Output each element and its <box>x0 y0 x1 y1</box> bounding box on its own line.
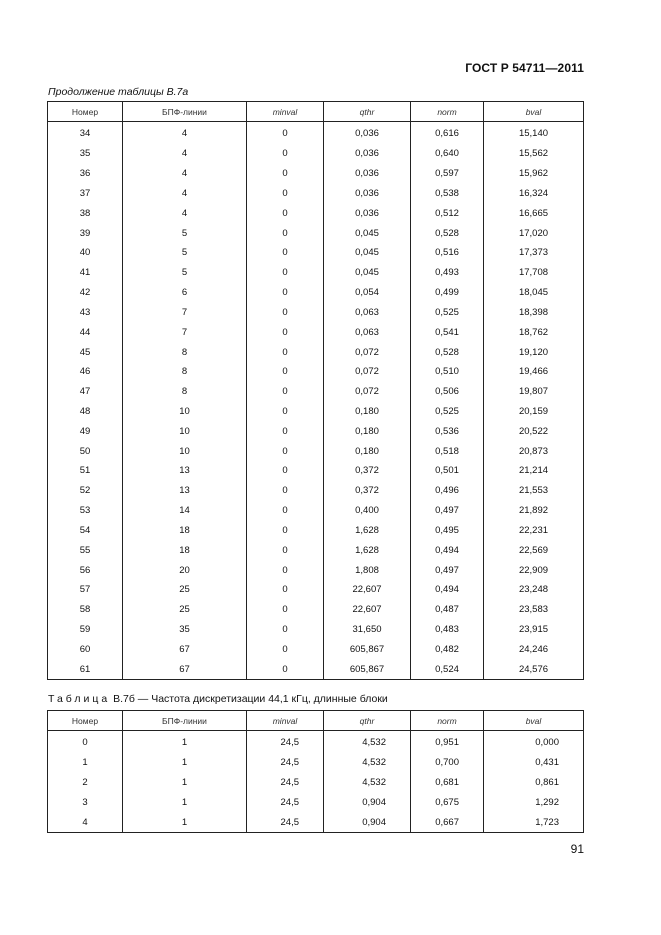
fft-lines-cell: 18 <box>123 540 247 560</box>
qthr-cell: 0,054 <box>324 283 411 303</box>
norm-cell: 0,538 <box>411 183 484 203</box>
table-row <box>48 322 584 342</box>
fft-lines-cell: 8 <box>123 362 247 382</box>
bval-cell: 20,522 <box>484 421 584 441</box>
qthr-cell: 22,607 <box>324 600 411 620</box>
minval-cell: 24,5 <box>247 753 324 773</box>
qthr-cell: 605,867 <box>324 640 411 660</box>
number-cell: 41 <box>48 263 123 283</box>
number-cell: 60 <box>48 640 123 660</box>
minval-cell: 0 <box>247 481 324 501</box>
bval-cell: 15,962 <box>484 164 584 184</box>
number-cell: 34 <box>48 122 123 144</box>
norm-cell: 0,525 <box>411 402 484 422</box>
qthr-cell: 0,045 <box>324 263 411 283</box>
number-cell: 35 <box>48 144 123 164</box>
minval-cell: 0 <box>247 402 324 422</box>
number-cell: 40 <box>48 243 123 263</box>
number-cell: 53 <box>48 501 123 521</box>
document-code: ГОСТ Р 54711—2011 <box>465 61 584 75</box>
table-row <box>48 521 584 541</box>
column-header-norm: norm <box>411 711 484 731</box>
fft-lines-cell: 10 <box>123 402 247 422</box>
number-cell: 43 <box>48 302 123 322</box>
qthr-cell: 22,607 <box>324 580 411 600</box>
number-cell: 52 <box>48 481 123 501</box>
norm-cell: 0,493 <box>411 263 484 283</box>
number-cell: 37 <box>48 183 123 203</box>
table-row <box>48 122 584 144</box>
qthr-cell: 0,372 <box>324 461 411 481</box>
minval-cell: 24,5 <box>247 812 324 832</box>
column-header-qthr: qthr <box>324 102 411 122</box>
table-header-row <box>48 102 584 122</box>
qthr-cell: 0,072 <box>324 382 411 402</box>
number-cell: 1 <box>48 753 123 773</box>
table-row <box>48 382 584 402</box>
norm-cell: 0,640 <box>411 144 484 164</box>
fft-lines-cell: 5 <box>123 243 247 263</box>
minval-cell: 0 <box>247 243 324 263</box>
minval-cell: 0 <box>247 659 324 679</box>
table-row <box>48 640 584 660</box>
qthr-cell: 0,072 <box>324 342 411 362</box>
minval-cell: 0 <box>247 164 324 184</box>
norm-cell: 0,495 <box>411 521 484 541</box>
table1-caption: Продолжение таблицы В.7а <box>48 86 189 98</box>
number-cell: 54 <box>48 521 123 541</box>
norm-cell: 0,497 <box>411 560 484 580</box>
bval-cell: 0,431 <box>484 753 584 773</box>
fft-lines-cell: 10 <box>123 421 247 441</box>
table-row <box>48 659 584 679</box>
bval-cell: 19,120 <box>484 342 584 362</box>
qthr-cell: 0,036 <box>324 164 411 184</box>
column-header-norm: norm <box>411 102 484 122</box>
minval-cell: 0 <box>247 223 324 243</box>
fft-lines-cell: 8 <box>123 382 247 402</box>
qthr-cell: 605,867 <box>324 659 411 679</box>
fft-lines-cell: 14 <box>123 501 247 521</box>
number-cell: 47 <box>48 382 123 402</box>
column-header-bval: bval <box>484 102 584 122</box>
table-row <box>48 283 584 303</box>
qthr-cell: 31,650 <box>324 620 411 640</box>
norm-cell: 0,518 <box>411 441 484 461</box>
bval-cell: 24,246 <box>484 640 584 660</box>
bval-cell: 23,583 <box>484 600 584 620</box>
number-cell: 57 <box>48 580 123 600</box>
number-cell: 59 <box>48 620 123 640</box>
norm-cell: 0,499 <box>411 283 484 303</box>
fft-lines-cell: 6 <box>123 283 247 303</box>
fft-lines-cell: 67 <box>123 659 247 679</box>
minval-cell: 0 <box>247 183 324 203</box>
norm-cell: 0,506 <box>411 382 484 402</box>
bval-cell: 20,159 <box>484 402 584 422</box>
table-row <box>48 812 584 832</box>
fft-lines-cell: 1 <box>123 773 247 793</box>
qthr-cell: 0,036 <box>324 203 411 223</box>
minval-cell: 0 <box>247 540 324 560</box>
column-header-number: Номер <box>48 711 123 731</box>
minval-cell: 0 <box>247 382 324 402</box>
fft-lines-cell: 7 <box>123 302 247 322</box>
minval-cell: 0 <box>247 203 324 223</box>
norm-cell: 0,496 <box>411 481 484 501</box>
norm-cell: 0,597 <box>411 164 484 184</box>
table-row <box>48 620 584 640</box>
minval-cell: 0 <box>247 362 324 382</box>
fft-lines-cell: 5 <box>123 223 247 243</box>
table-row <box>48 223 584 243</box>
qthr-cell: 0,400 <box>324 501 411 521</box>
fft-lines-cell: 67 <box>123 640 247 660</box>
norm-cell: 0,487 <box>411 600 484 620</box>
fft-lines-cell: 4 <box>123 144 247 164</box>
norm-cell: 0,524 <box>411 659 484 679</box>
norm-cell: 0,700 <box>411 753 484 773</box>
norm-cell: 0,667 <box>411 812 484 832</box>
table-row <box>48 580 584 600</box>
qthr-cell: 1,628 <box>324 521 411 541</box>
qthr-cell: 4,532 <box>324 753 411 773</box>
column-header-fft-lines: БПФ-линии <box>123 102 247 122</box>
norm-cell: 0,616 <box>411 122 484 144</box>
qthr-cell: 0,180 <box>324 441 411 461</box>
number-cell: 58 <box>48 600 123 620</box>
column-header-qthr: qthr <box>324 711 411 731</box>
number-cell: 45 <box>48 342 123 362</box>
table-row <box>48 263 584 283</box>
norm-cell: 0,516 <box>411 243 484 263</box>
number-cell: 42 <box>48 283 123 303</box>
qthr-cell: 0,045 <box>324 223 411 243</box>
bval-cell: 21,553 <box>484 481 584 501</box>
fft-lines-cell: 1 <box>123 753 247 773</box>
number-cell: 38 <box>48 203 123 223</box>
table-row <box>48 402 584 422</box>
norm-cell: 0,494 <box>411 580 484 600</box>
qthr-cell: 0,904 <box>324 812 411 832</box>
norm-cell: 0,536 <box>411 421 484 441</box>
minval-cell: 0 <box>247 441 324 461</box>
bval-cell: 0,000 <box>484 731 584 753</box>
bval-cell: 16,665 <box>484 203 584 223</box>
table-row <box>48 302 584 322</box>
bval-cell: 1,292 <box>484 792 584 812</box>
table-row <box>48 481 584 501</box>
number-cell: 46 <box>48 362 123 382</box>
table-b7a-continuation <box>47 101 584 680</box>
number-cell: 49 <box>48 421 123 441</box>
table-header-row <box>48 711 584 731</box>
norm-cell: 0,528 <box>411 342 484 362</box>
fft-lines-cell: 5 <box>123 263 247 283</box>
norm-cell: 0,512 <box>411 203 484 223</box>
number-cell: 4 <box>48 812 123 832</box>
number-cell: 61 <box>48 659 123 679</box>
bval-cell: 17,020 <box>484 223 584 243</box>
number-cell: 0 <box>48 731 123 753</box>
number-cell: 2 <box>48 773 123 793</box>
norm-cell: 0,494 <box>411 540 484 560</box>
table-row <box>48 203 584 223</box>
norm-cell: 0,681 <box>411 773 484 793</box>
column-header-fft-lines: БПФ-линии <box>123 711 247 731</box>
fft-lines-cell: 35 <box>123 620 247 640</box>
fft-lines-cell: 1 <box>123 812 247 832</box>
norm-cell: 0,528 <box>411 223 484 243</box>
qthr-cell: 0,180 <box>324 421 411 441</box>
qthr-cell: 0,045 <box>324 243 411 263</box>
bval-cell: 22,569 <box>484 540 584 560</box>
table-row <box>48 243 584 263</box>
minval-cell: 24,5 <box>247 773 324 793</box>
norm-cell: 0,501 <box>411 461 484 481</box>
qthr-cell: 0,072 <box>324 362 411 382</box>
table-row <box>48 731 584 753</box>
qthr-cell: 0,180 <box>324 402 411 422</box>
fft-lines-cell: 8 <box>123 342 247 362</box>
table-row <box>48 164 584 184</box>
minval-cell: 0 <box>247 263 324 283</box>
qthr-cell: 1,628 <box>324 540 411 560</box>
bval-cell: 23,248 <box>484 580 584 600</box>
bval-cell: 15,140 <box>484 122 584 144</box>
bval-cell: 22,909 <box>484 560 584 580</box>
table-row <box>48 540 584 560</box>
qthr-cell: 4,532 <box>324 731 411 753</box>
number-cell: 56 <box>48 560 123 580</box>
number-cell: 48 <box>48 402 123 422</box>
number-cell: 51 <box>48 461 123 481</box>
table2-caption <box>48 693 388 705</box>
table-row <box>48 183 584 203</box>
table-row <box>48 421 584 441</box>
bval-cell: 17,708 <box>484 263 584 283</box>
column-header-number: Номер <box>48 102 123 122</box>
qthr-cell: 0,904 <box>324 792 411 812</box>
bval-cell: 22,231 <box>484 521 584 541</box>
column-header-bval: bval <box>484 711 584 731</box>
minval-cell: 0 <box>247 322 324 342</box>
qthr-cell: 1,808 <box>324 560 411 580</box>
minval-cell: 0 <box>247 342 324 362</box>
number-cell: 55 <box>48 540 123 560</box>
bval-cell: 18,762 <box>484 322 584 342</box>
number-cell: 50 <box>48 441 123 461</box>
page-number: 91 <box>570 842 584 856</box>
table-row <box>48 773 584 793</box>
bval-cell: 19,807 <box>484 382 584 402</box>
bval-cell: 20,873 <box>484 441 584 461</box>
minval-cell: 0 <box>247 521 324 541</box>
norm-cell: 0,510 <box>411 362 484 382</box>
table-row <box>48 501 584 521</box>
minval-cell: 0 <box>247 580 324 600</box>
bval-cell: 0,861 <box>484 773 584 793</box>
minval-cell: 24,5 <box>247 792 324 812</box>
number-cell: 36 <box>48 164 123 184</box>
bval-cell: 19,466 <box>484 362 584 382</box>
qthr-cell: 0,063 <box>324 322 411 342</box>
fft-lines-cell: 20 <box>123 560 247 580</box>
bval-cell: 15,562 <box>484 144 584 164</box>
bval-cell: 21,214 <box>484 461 584 481</box>
qthr-cell: 0,036 <box>324 122 411 144</box>
norm-cell: 0,951 <box>411 731 484 753</box>
number-cell: 3 <box>48 792 123 812</box>
qthr-cell: 0,036 <box>324 144 411 164</box>
qthr-cell: 0,063 <box>324 302 411 322</box>
table-row <box>48 342 584 362</box>
qthr-cell: 0,036 <box>324 183 411 203</box>
column-header-minval: minval <box>247 711 324 731</box>
bval-cell: 1,723 <box>484 812 584 832</box>
fft-lines-cell: 25 <box>123 600 247 620</box>
table-row <box>48 362 584 382</box>
table-row <box>48 600 584 620</box>
fft-lines-cell: 10 <box>123 441 247 461</box>
table2-caption-prefix: Таблица <box>48 693 111 705</box>
table-row <box>48 753 584 773</box>
number-cell: 39 <box>48 223 123 243</box>
fft-lines-cell: 1 <box>123 731 247 753</box>
minval-cell: 0 <box>247 283 324 303</box>
table-row <box>48 441 584 461</box>
bval-cell: 16,324 <box>484 183 584 203</box>
minval-cell: 24,5 <box>247 731 324 753</box>
bval-cell: 24,576 <box>484 659 584 679</box>
minval-cell: 0 <box>247 501 324 521</box>
number-cell: 44 <box>48 322 123 342</box>
minval-cell: 0 <box>247 560 324 580</box>
fft-lines-cell: 4 <box>123 164 247 184</box>
table-b7b <box>47 710 584 833</box>
norm-cell: 0,541 <box>411 322 484 342</box>
norm-cell: 0,482 <box>411 640 484 660</box>
fft-lines-cell: 7 <box>123 322 247 342</box>
fft-lines-cell: 13 <box>123 481 247 501</box>
table-row <box>48 792 584 812</box>
bval-cell: 18,045 <box>484 283 584 303</box>
table-row <box>48 461 584 481</box>
fft-lines-cell: 4 <box>123 183 247 203</box>
column-header-minval: minval <box>247 102 324 122</box>
norm-cell: 0,483 <box>411 620 484 640</box>
bval-cell: 17,373 <box>484 243 584 263</box>
minval-cell: 0 <box>247 302 324 322</box>
table2-caption-text: В.7б — Частота дискретизации 44,1 кГц, длинные блоки <box>110 693 388 705</box>
minval-cell: 0 <box>247 421 324 441</box>
norm-cell: 0,497 <box>411 501 484 521</box>
table-row <box>48 144 584 164</box>
bval-cell: 18,398 <box>484 302 584 322</box>
minval-cell: 0 <box>247 122 324 144</box>
fft-lines-cell: 4 <box>123 122 247 144</box>
fft-lines-cell: 18 <box>123 521 247 541</box>
minval-cell: 0 <box>247 600 324 620</box>
bval-cell: 21,892 <box>484 501 584 521</box>
minval-cell: 0 <box>247 640 324 660</box>
fft-lines-cell: 1 <box>123 792 247 812</box>
fft-lines-cell: 13 <box>123 461 247 481</box>
fft-lines-cell: 25 <box>123 580 247 600</box>
norm-cell: 0,525 <box>411 302 484 322</box>
minval-cell: 0 <box>247 144 324 164</box>
bval-cell: 23,915 <box>484 620 584 640</box>
norm-cell: 0,675 <box>411 792 484 812</box>
qthr-cell: 0,372 <box>324 481 411 501</box>
table-row <box>48 560 584 580</box>
qthr-cell: 4,532 <box>324 773 411 793</box>
minval-cell: 0 <box>247 461 324 481</box>
minval-cell: 0 <box>247 620 324 640</box>
fft-lines-cell: 4 <box>123 203 247 223</box>
